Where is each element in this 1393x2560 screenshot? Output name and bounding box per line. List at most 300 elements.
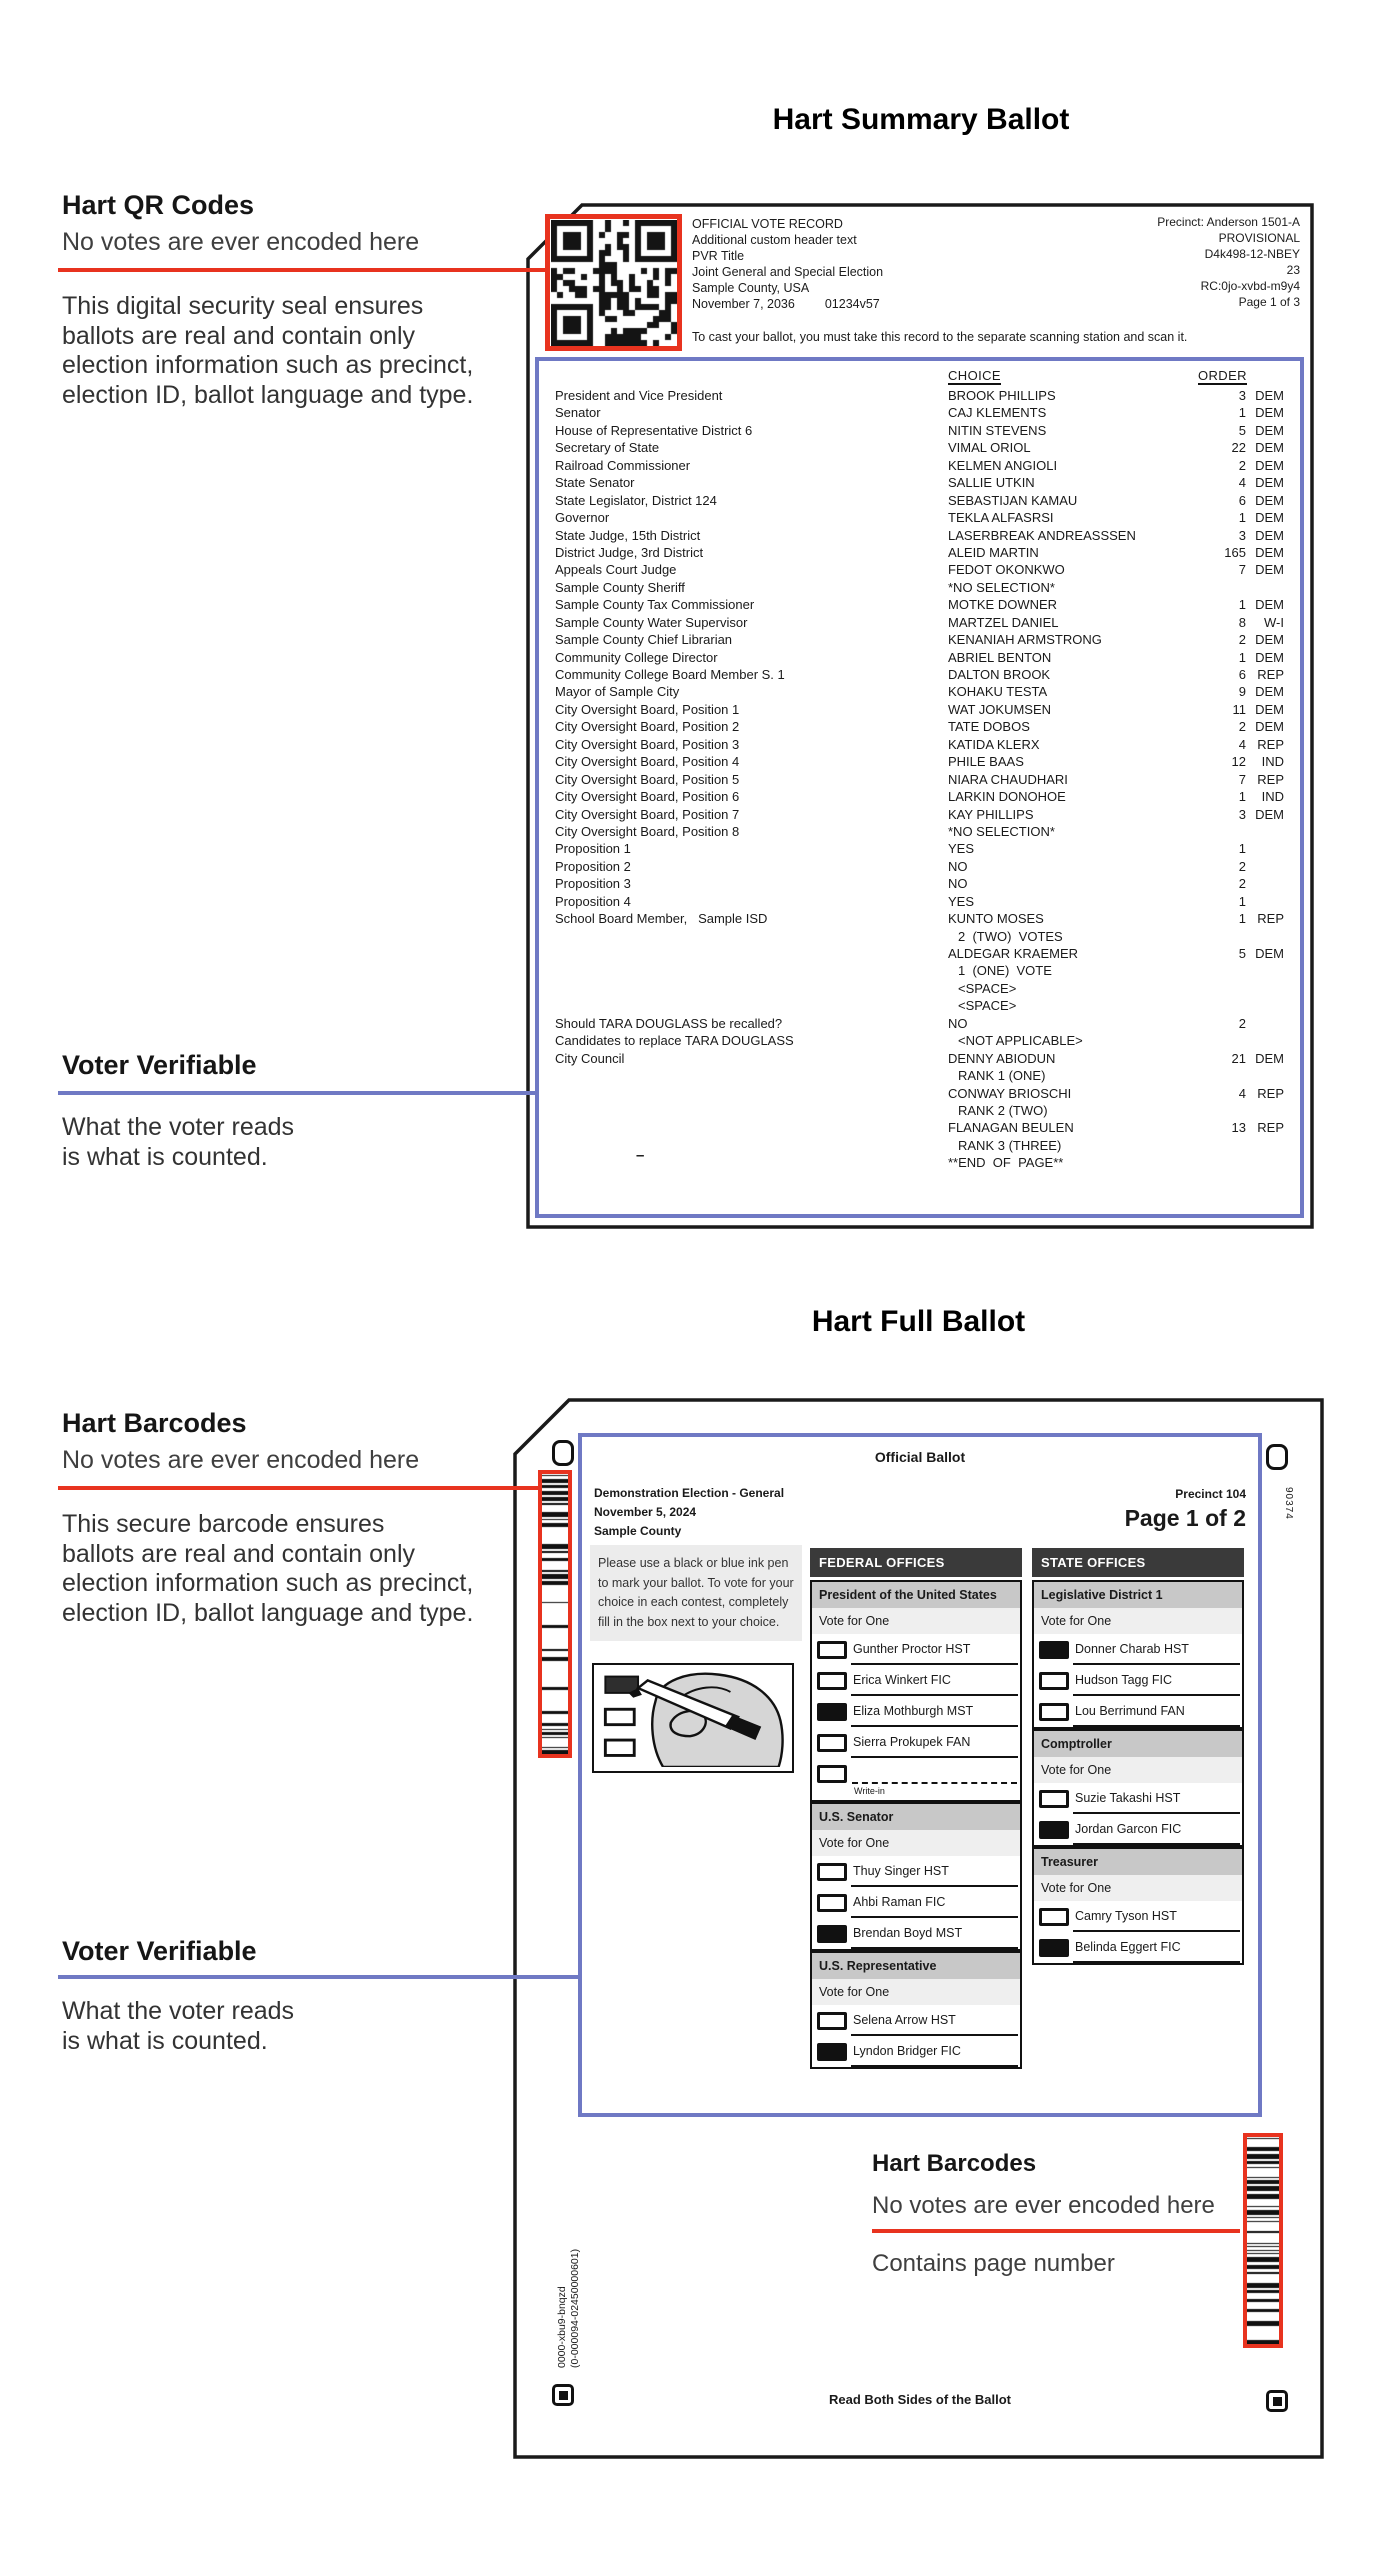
- vote-for-instruction: Vote for One: [1034, 1757, 1242, 1783]
- table-row: [539, 614, 1300, 631]
- left-barcode-highlight-box: [538, 1470, 572, 1758]
- choice-cell: CONWAY BRIOSCHI: [948, 1085, 1072, 1101]
- order-cell: 2: [1238, 632, 1246, 648]
- bottom-barcode-callout-heading: Hart Barcodes: [872, 2150, 1037, 2177]
- choice-cell: NO: [948, 858, 968, 874]
- party-cell: DEM: [1255, 457, 1284, 473]
- party-cell: REP: [1257, 771, 1284, 787]
- candidate-row: [812, 2005, 1020, 2036]
- party-cell: DEM: [1255, 544, 1284, 560]
- party-cell: [1246, 1102, 1284, 1119]
- contest-cell: School Board Member, Sample ISD: [555, 911, 768, 927]
- contest-block: [1034, 1845, 1242, 1963]
- order-cell: 8: [1238, 614, 1246, 630]
- candidate-row: [812, 1887, 1020, 1918]
- candidate-name: Sierra Prokupek FAN: [853, 1735, 971, 1749]
- candidate-list: [812, 1634, 1020, 1800]
- candidate-row: [812, 1727, 1020, 1758]
- party-cell: IND: [1261, 789, 1284, 805]
- choice-cell: WAT JOKUMSEN: [948, 701, 1052, 717]
- registration-mark-bottom-right: [1266, 2390, 1288, 2412]
- vote-checkbox: [817, 1641, 847, 1659]
- table-row: [539, 910, 1300, 927]
- candidate-row: [1034, 1665, 1242, 1696]
- contest-cell: Appeals Court Judge: [555, 562, 677, 578]
- order-cell: 21: [1231, 1050, 1246, 1066]
- party-cell: [1246, 1137, 1284, 1154]
- qr-callout-subheading: No votes are ever encoded here: [62, 228, 420, 256]
- page-number-barcode: [1247, 2137, 1279, 2344]
- contest-column-spacer: [539, 368, 948, 387]
- contest-cell: [539, 1137, 948, 1154]
- registration-mark-bottom-left: [552, 2384, 574, 2406]
- contest-title: Legislative District 1: [1034, 1582, 1242, 1608]
- candidate-row: [1034, 1932, 1242, 1963]
- candidate-name: Ahbi Raman FIC: [853, 1895, 946, 1909]
- ballot-serial: 01234v57: [824, 297, 880, 311]
- vote-checkbox: [817, 1765, 847, 1783]
- candidate-row: [812, 1696, 1020, 1727]
- header-line: Sample County, USA: [692, 281, 810, 295]
- party-cell: DEM: [1255, 510, 1284, 526]
- table-row: [539, 404, 1300, 421]
- order-cell: 1: [1238, 649, 1246, 665]
- candidate-name: Jordan Garcon FIC: [1075, 1822, 1182, 1836]
- contest-cell: Proposition 2: [555, 858, 631, 874]
- party-cell: [1246, 980, 1284, 997]
- order-column-header: [1198, 368, 1247, 387]
- barcode-callout-subheading: No votes are ever encoded here: [62, 1446, 420, 1474]
- verifiable-desc-line: is what is counted.: [62, 1143, 268, 1171]
- party-cell: REP: [1257, 1120, 1284, 1136]
- barcode-callout-connector-line: [58, 1486, 542, 1490]
- order-cell: 2: [1238, 719, 1246, 735]
- bottom-barcode-note: Contains page number: [872, 2250, 1115, 2277]
- contest-cell: State Legislator, District 124: [555, 492, 717, 508]
- table-row: [539, 1032, 1300, 1049]
- party-cell: DEM: [1255, 684, 1284, 700]
- election-name: Demonstration Election - General: [594, 1486, 785, 1500]
- barcode-desc-line: This secure barcode ensures: [62, 1510, 385, 1538]
- choice-cell: <SPACE>: [958, 998, 1017, 1014]
- page-indicator: Page 1 of 2: [1124, 1505, 1246, 1531]
- contest-cell: City Oversight Board, Position 6: [555, 789, 740, 805]
- qr-desc-line: election information such as precinct,: [62, 351, 474, 379]
- barcode-desc-line: ballots are real and contain only: [62, 1539, 416, 1568]
- vote-for-instruction: Vote for One: [1034, 1608, 1242, 1634]
- contest-cell: State Judge, 15th District: [555, 527, 701, 543]
- choice-cell: FEDOT OKONKWO: [948, 562, 1065, 578]
- order-cell: 3: [1238, 388, 1246, 403]
- contest-cell: Proposition 3: [555, 876, 631, 892]
- choice-cell: 2 (TWO) VOTES: [958, 928, 1063, 944]
- verifiable-desc-line: What the voter reads: [62, 1997, 295, 2025]
- choice-cell: KATIDA KLERX: [948, 736, 1040, 752]
- party-cell: IND: [1261, 754, 1284, 770]
- contest-cell: [539, 962, 948, 979]
- candidate-name: Lou Berrimund FAN: [1075, 1704, 1185, 1718]
- table-row: [539, 1154, 1300, 1171]
- contest-cell: State Senator: [555, 475, 635, 491]
- order-cell: [1198, 997, 1246, 1014]
- election-date: November 7, 2036: [692, 297, 795, 311]
- header-date-line: [692, 296, 883, 312]
- table-row: [539, 840, 1300, 857]
- party-cell: REP: [1257, 736, 1284, 752]
- party-cell: DEM: [1255, 475, 1284, 491]
- contest-cell: [539, 1119, 948, 1136]
- order-cell: 1: [1238, 597, 1246, 613]
- header-line: Additional custom header text: [692, 233, 857, 247]
- table-row: [539, 596, 1300, 613]
- ballot-id: D4k498-12-NBEY: [1204, 247, 1300, 261]
- choice-cell: KUNTO MOSES: [948, 911, 1044, 927]
- table-row: [539, 945, 1300, 962]
- stub-serial-text: [556, 2249, 581, 2368]
- table-row: [539, 753, 1300, 770]
- qr-desc-line: ballots are real and contain only: [62, 321, 416, 350]
- contest-cell: Candidates to replace TARA DOUGLASS: [555, 1033, 794, 1049]
- choice-column-header: [948, 368, 1198, 387]
- writein-label: Write-in: [854, 1786, 885, 1796]
- order-cell: 2: [1238, 1015, 1246, 1031]
- order-cell: 6: [1238, 492, 1246, 508]
- table-row: [539, 1050, 1300, 1067]
- party-cell: REP: [1257, 1085, 1284, 1101]
- candidate-name: Lyndon Bridger FIC: [853, 2044, 961, 2058]
- candidate-name: Gunther Proctor HST: [853, 1642, 971, 1656]
- choice-cell: NO: [948, 1015, 968, 1031]
- choice-cell: *NO SELECTION*: [948, 579, 1055, 595]
- party-cell: [1246, 1032, 1284, 1049]
- party-cell: [1246, 893, 1284, 910]
- contest-cell: [539, 997, 948, 1014]
- barcode-callout-heading: Hart Barcodes: [62, 1408, 247, 1438]
- election-info: [594, 1484, 784, 1541]
- order-cell: 13: [1231, 1120, 1246, 1136]
- contest-cell: City Oversight Board, Position 1: [555, 701, 740, 717]
- order-cell: 165: [1224, 544, 1246, 560]
- writein-dashed-line: [852, 1782, 1017, 1784]
- candidate-name: Selena Arrow HST: [853, 2013, 956, 2027]
- party-cell: DEM: [1255, 649, 1284, 665]
- choice-cell: **END OF PAGE**: [948, 1155, 1064, 1171]
- candidate-name: Camry Tyson HST: [1075, 1909, 1177, 1923]
- table-row: [539, 1085, 1300, 1102]
- verifiable-desc-line: What the voter reads: [62, 1113, 295, 1141]
- contest-cell: Sample County Chief Librarian: [555, 632, 733, 648]
- choice-cell: NITIN STEVENS: [948, 422, 1047, 438]
- choice-cell: VIMAL ORIOL: [948, 440, 1031, 456]
- bottom-barcode-callout-subheading: No votes are ever encoded here: [872, 2192, 1215, 2219]
- order-cell: 6: [1238, 667, 1246, 682]
- verifiable-callout-description-full: [62, 1996, 294, 2056]
- choice-cell: MOTKE DOWNER: [948, 597, 1058, 613]
- table-row: [539, 771, 1300, 788]
- table-row: [539, 457, 1300, 474]
- choice-cell: 1 (ONE) VOTE: [958, 963, 1052, 979]
- ballot-column-federal: [810, 1548, 1022, 2069]
- candidate-row: [812, 1665, 1020, 1696]
- candidate-list: [1034, 1783, 1242, 1845]
- order-cell: 1: [1238, 510, 1246, 526]
- table-row: [539, 579, 1300, 596]
- qr-callout-heading: Hart QR Codes: [62, 190, 255, 220]
- choice-cell: SALLIE UTKIN: [948, 475, 1035, 491]
- table-row: [539, 788, 1300, 805]
- party-cell: [1246, 1015, 1284, 1032]
- contest-block: [1034, 1727, 1242, 1845]
- contest-cell: Community College Board Member S. 1: [555, 667, 785, 682]
- contest-cell: Proposition 4: [555, 893, 631, 909]
- vote-checkbox: [1039, 1821, 1069, 1839]
- table-row: [539, 1119, 1300, 1136]
- order-cell: [1198, 579, 1246, 596]
- party-cell: DEM: [1255, 719, 1284, 735]
- choice-cell: MARTZEL DANIEL: [948, 614, 1059, 630]
- table-row: [539, 1067, 1300, 1084]
- table-row: [539, 631, 1300, 648]
- verifiable-callout-connector-line: [58, 1091, 539, 1095]
- summary-section-title: Hart Summary Ballot: [772, 103, 1070, 136]
- contest-block: [812, 1582, 1020, 1800]
- table-row: [539, 858, 1300, 875]
- vote-checkbox: [1039, 1641, 1069, 1659]
- candidate-row: [812, 1856, 1020, 1887]
- party-cell: DEM: [1255, 946, 1284, 961]
- choice-cell: LASERBREAK ANDREASSSEN: [948, 527, 1136, 543]
- side-barcode: [542, 1474, 568, 1754]
- order-cell: 11: [1232, 701, 1246, 717]
- table-row: [539, 1137, 1300, 1154]
- contest-cell: [539, 1102, 948, 1119]
- writein-row: [812, 1758, 1020, 1800]
- candidate-name: Thuy Singer HST: [853, 1864, 949, 1878]
- table-row: [539, 893, 1300, 910]
- party-cell: W-I: [1264, 614, 1284, 630]
- party-cell: [1246, 1067, 1284, 1084]
- qr-callout-description: [62, 292, 473, 410]
- verifiable-callout-heading: Voter Verifiable: [62, 1050, 257, 1080]
- table-row: [539, 422, 1300, 439]
- table-header-row: [539, 368, 1300, 387]
- barcode-desc-line: election information such as precinct,: [62, 1569, 474, 1597]
- candidate-row: [1034, 1901, 1242, 1932]
- table-row: [539, 649, 1300, 666]
- order-cell: 1: [1238, 841, 1246, 857]
- table-row: [539, 387, 1300, 404]
- verifiable-callout-heading-full: Voter Verifiable: [62, 1936, 257, 1966]
- table-row: [539, 875, 1300, 892]
- order-header-label: ORDER: [1198, 368, 1247, 383]
- choice-cell: YES: [948, 841, 975, 857]
- candidate-name: Eliza Mothburgh MST: [853, 1704, 974, 1718]
- contest-block: [1034, 1582, 1242, 1727]
- choice-cell: KAY PHILLIPS: [948, 806, 1034, 822]
- order-cell: 5: [1238, 422, 1246, 438]
- party-cell: DEM: [1255, 562, 1284, 578]
- election-date: November 5, 2024: [594, 1505, 697, 1519]
- ballot-footer-note: Read Both Sides of the Ballot: [828, 2392, 1011, 2407]
- vote-record-table: [539, 361, 1300, 1172]
- official-ballot-title: Official Ballot: [874, 1449, 966, 1465]
- vote-checkbox: [817, 1925, 847, 1943]
- contest-cell: Mayor of Sample City: [555, 684, 680, 700]
- bottom-barcode-highlight-box: [1243, 2133, 1283, 2348]
- choice-cell: RANK 1 (ONE): [958, 1068, 1046, 1084]
- table-row: [539, 736, 1300, 753]
- choice-cell: PHILE BAAS: [948, 754, 1024, 770]
- hand-pen-illustration: [592, 1663, 794, 1773]
- order-cell: [1198, 1032, 1246, 1049]
- order-cell: 2: [1238, 457, 1246, 473]
- contest-cell: Governor: [555, 510, 610, 526]
- party-cell: DEM: [1255, 405, 1284, 421]
- vote-checkbox: [817, 1734, 847, 1752]
- order-cell: [1198, 980, 1246, 997]
- order-cell: 5: [1238, 946, 1246, 961]
- office-column-header: STATE OFFICES: [1032, 1548, 1244, 1577]
- table-row: [539, 509, 1300, 526]
- contest-cell: Should TARA DOUGLASS be recalled?: [555, 1015, 783, 1031]
- header-line: PVR Title: [692, 249, 745, 263]
- party-cell: REP: [1257, 667, 1284, 682]
- precinct-label: Precinct 104: [1175, 1487, 1246, 1501]
- candidate-list: [812, 2005, 1020, 2067]
- contest-cell: Sample County Water Supervisor: [555, 614, 748, 630]
- order-cell: [1198, 928, 1246, 945]
- vote-checkbox: [1039, 1672, 1069, 1690]
- choice-cell: ALEID MARTIN: [948, 544, 1039, 560]
- vote-checkbox: [817, 1672, 847, 1690]
- full-section-title: Hart Full Ballot: [811, 1305, 1026, 1338]
- contest-cell: Community College Director: [555, 649, 718, 665]
- party-cell: [1246, 997, 1284, 1014]
- choice-cell: SEBASTIJAN KAMAU: [948, 492, 1078, 508]
- marking-instructions: Please use a black or blue ink pen to mark your ballot. To vote for your choice in each contest, completely fill in the box next to your choice.: [590, 1545, 802, 1641]
- contest-cell: City Oversight Board, Position 3: [555, 736, 740, 752]
- vote-checkbox: [1039, 1908, 1069, 1926]
- order-cell: [1198, 1102, 1246, 1119]
- candidate-row: [1034, 1696, 1242, 1727]
- table-row: [539, 527, 1300, 544]
- vote-checkbox: [1039, 1703, 1069, 1721]
- table-row: [539, 561, 1300, 578]
- page-dash-mark: –: [636, 1147, 645, 1164]
- bottom-barcode-connector-line: [872, 2229, 1240, 2233]
- party-cell: DEM: [1255, 1050, 1284, 1066]
- contest-cell: [539, 928, 948, 945]
- table-row: [539, 1015, 1300, 1032]
- contest-cell: [539, 980, 948, 997]
- vote-checkbox: [817, 1863, 847, 1881]
- choice-cell: <NOT APPLICABLE>: [958, 1033, 1083, 1049]
- table-row: [539, 683, 1300, 700]
- party-cell: [1246, 858, 1284, 875]
- vote-checkbox: [1039, 1939, 1069, 1957]
- contest-cell: [539, 1085, 948, 1102]
- candidate-list: [812, 1856, 1020, 1949]
- contest-cell: District Judge, 3rd District: [555, 544, 704, 560]
- choice-cell: RANK 3 (THREE): [958, 1137, 1062, 1153]
- contest-cell: [539, 1067, 948, 1084]
- vote-checkbox: [817, 1894, 847, 1912]
- contest-cell: City Council: [555, 1050, 625, 1066]
- stub-serial-line: 0000-xbu9-bnqzd: [556, 2286, 568, 2368]
- order-cell: 22: [1231, 440, 1246, 456]
- ballot-column-state: [1032, 1548, 1244, 1965]
- party-cell: [1246, 579, 1284, 596]
- contest-title: Comptroller: [1034, 1731, 1242, 1757]
- summary-header-right: [990, 214, 1300, 310]
- table-row: [539, 962, 1300, 979]
- party-cell: DEM: [1255, 701, 1284, 717]
- office-column-body: [1032, 1580, 1244, 1965]
- choice-cell: TATE DOBOS: [948, 719, 1030, 735]
- header-line: Joint General and Special Election: [692, 265, 884, 279]
- candidate-name: Erica Winkert FIC: [853, 1673, 951, 1687]
- ballot-number: 23: [1286, 263, 1300, 277]
- order-cell: [1198, 823, 1246, 840]
- party-cell: [1246, 962, 1284, 979]
- table-row: [539, 666, 1300, 683]
- contest-block: [812, 1949, 1020, 2067]
- order-cell: 4: [1238, 475, 1246, 491]
- candidate-name: Belinda Eggert FIC: [1075, 1940, 1181, 1954]
- summary-table-rows: [539, 387, 1300, 1172]
- choice-header-label: CHOICE: [948, 368, 1001, 383]
- qr-code-highlight-box: [545, 214, 682, 351]
- table-row: [539, 474, 1300, 491]
- candidate-name: Hudson Tagg FIC: [1075, 1673, 1173, 1687]
- table-row: [539, 997, 1300, 1014]
- contest-cell: City Oversight Board, Position 8: [555, 823, 740, 839]
- cast-instruction: To cast your ballot, you must take this record to the separate scanning station and scan it.: [692, 330, 1188, 344]
- order-cell: 3: [1238, 806, 1246, 822]
- order-cell: 1: [1238, 893, 1246, 909]
- choice-cell: NIARA CHAUDHARI: [948, 771, 1068, 787]
- precinct-label: Precinct: Anderson 1501-A: [1157, 215, 1300, 229]
- contest-cell: Proposition 1: [555, 841, 631, 857]
- header-line: OFFICIAL VOTE RECORD: [692, 217, 843, 231]
- office-column-header: FEDERAL OFFICES: [810, 1548, 1022, 1577]
- contest-title: U.S. Representative: [812, 1953, 1020, 1979]
- vote-checkbox: [817, 2012, 847, 2030]
- choice-cell: NO: [948, 876, 968, 892]
- order-cell: 1: [1238, 911, 1246, 927]
- table-row: [539, 928, 1300, 945]
- order-cell: 4: [1238, 1085, 1246, 1101]
- table-row: [539, 980, 1300, 997]
- vote-for-instruction: Vote for One: [812, 1608, 1020, 1634]
- contest-cell: City Oversight Board, Position 7: [555, 806, 740, 822]
- order-cell: [1198, 962, 1246, 979]
- candidate-name: Suzie Takashi HST: [1075, 1791, 1181, 1805]
- contest-title: Treasurer: [1034, 1849, 1242, 1875]
- party-cell: [1246, 1154, 1284, 1171]
- barcode-callout-description: [62, 1510, 473, 1628]
- choice-cell: DALTON BROOK: [948, 667, 1051, 682]
- candidate-row: [812, 1918, 1020, 1949]
- candidate-list: [1034, 1901, 1242, 1963]
- choice-cell: ALDEGAR KRAEMER: [948, 946, 1079, 961]
- party-cell: DEM: [1255, 422, 1284, 438]
- order-cell: [1198, 1067, 1246, 1084]
- table-row: [539, 823, 1300, 840]
- choice-cell: YES: [948, 893, 975, 909]
- vote-for-instruction: Vote for One: [1034, 1875, 1242, 1901]
- order-cell: 2: [1238, 858, 1246, 874]
